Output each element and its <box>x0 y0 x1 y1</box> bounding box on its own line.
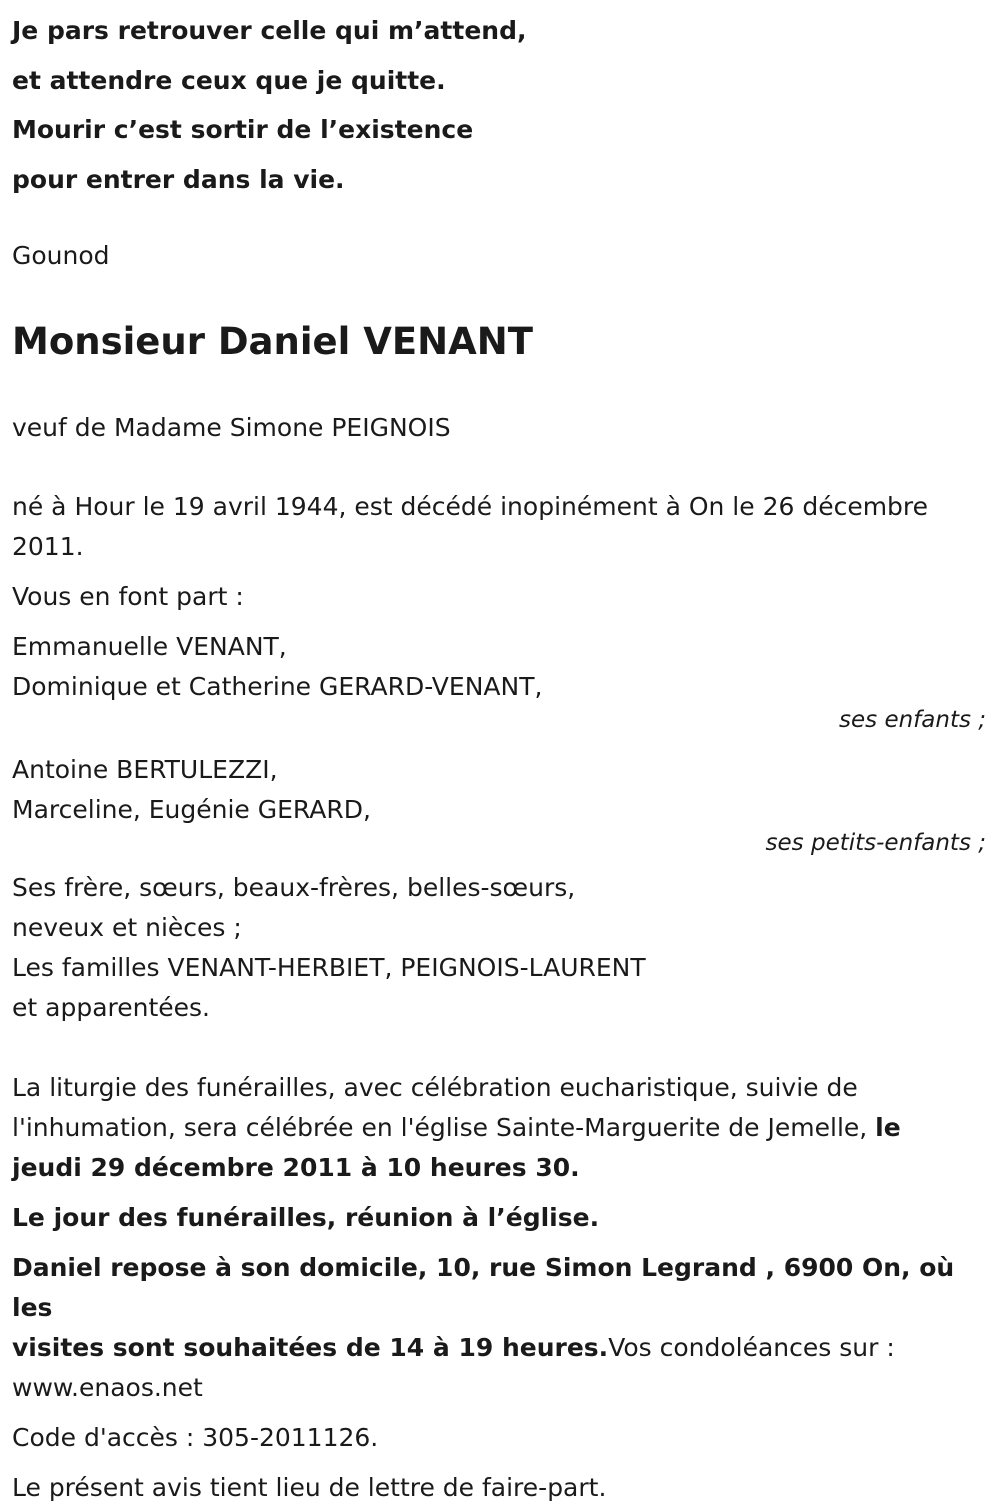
liturgy-date: jeudi 29 décembre 2011 à 10 heures 30. <box>12 1153 580 1182</box>
access-code: Code d'accès : 305-2011126. <box>12 1423 379 1452</box>
grandchildren-role: ses petits-enfants ; <box>765 830 986 856</box>
condolences-text: Vos condoléances sur : <box>608 1333 895 1362</box>
liturgy-line <box>12 1108 988 1148</box>
grandchild-name: Marceline, Eugénie GERARD, <box>12 795 371 824</box>
poem-line: pour entrer dans la vie. <box>12 164 345 194</box>
repose-info <box>12 1248 988 1408</box>
announcement-intro: Vous en font part : <box>12 582 244 611</box>
poem-line: et attendre ceux que je quitte. <box>12 65 446 95</box>
poem-line: Mourir c’est sortir de l’existence <box>12 115 474 144</box>
extended-family <box>12 868 988 1028</box>
liturgy-line: La liturgie des funérailles, avec célébration eucharistique, suivie de <box>12 1073 858 1102</box>
deceased-name: Monsieur Daniel VENANT <box>12 320 533 363</box>
child-name: Dominique et Catherine GERARD-VENANT, <box>12 672 543 701</box>
repose-line <box>12 1328 988 1368</box>
poem <box>12 0 988 204</box>
condolences-website: www.enaos.net <box>12 1373 203 1402</box>
visit-hours: visites sont souhaitées de 14 à 19 heures. <box>12 1333 609 1362</box>
birth-death-line: 2011. <box>12 532 84 561</box>
grandchildren-block <box>12 750 988 855</box>
grandchild-name: Antoine BERTULEZZI, <box>12 755 278 784</box>
meeting-info: Le jour des funérailles, réunion à l’église. <box>12 1203 600 1232</box>
birth-death-line: né à Hour le 19 avril 1944, est décédé inopinément à On le 26 décembre <box>12 492 929 521</box>
children-block <box>12 627 988 732</box>
family-line: et apparentées. <box>12 993 210 1022</box>
repose-line: Daniel repose à son domicile, 10, rue Simon Legrand , 6900 On, où les <box>12 1253 955 1322</box>
liturgy-text: l'inhumation, sera célébrée en l'église Sainte-Marguerite de Jemelle, <box>12 1113 876 1142</box>
child-name: Emmanuelle VENANT, <box>12 632 287 661</box>
poem-author: Gounod <box>12 241 110 270</box>
children-role: ses enfants ; <box>839 707 986 733</box>
funeral-services <box>12 1068 988 1508</box>
widow-of: veuf de Madame Simone PEIGNOIS <box>12 413 451 442</box>
closing-note: Le présent avis tient lieu de lettre de faire-part. <box>12 1473 607 1502</box>
poem-line: Je pars retrouver celle qui m’attend, <box>12 16 527 45</box>
family-line: Les familles VENANT-HERBIET, PEIGNOIS-LAURENT <box>12 953 646 982</box>
family-line: Ses frère, sœurs, beaux-frères, belles-sœurs, <box>12 873 576 902</box>
liturgy-date-start: le <box>875 1113 901 1142</box>
birth-death-info <box>12 487 988 567</box>
family-line: neveux et nièces ; <box>12 913 242 942</box>
